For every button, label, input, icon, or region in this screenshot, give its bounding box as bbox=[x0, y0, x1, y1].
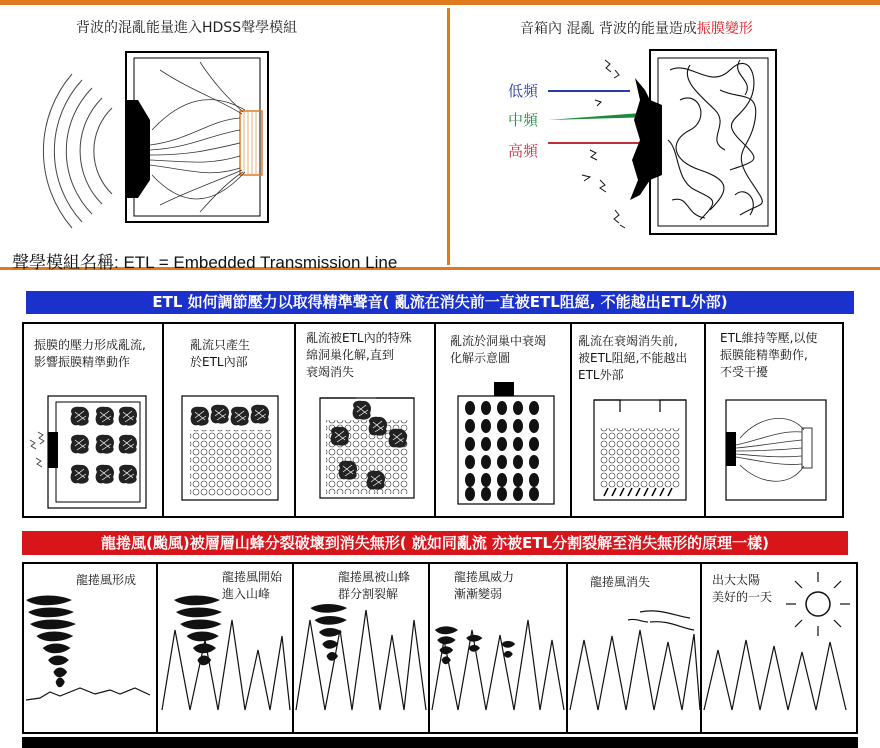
bottom-bar bbox=[22, 737, 858, 748]
etl-illustrations bbox=[0, 320, 880, 520]
tornado-panel-1-text: 龍捲風形成 bbox=[76, 573, 137, 587]
etl-panel-2-text: 亂流只產生 於ETL內部 bbox=[190, 338, 251, 369]
freq-low-label: 低頻 bbox=[508, 82, 539, 100]
etl-panel-1-text: 振膜的壓力形成亂流, 影響振膜精準動作 bbox=[34, 338, 146, 369]
tornado-banner: 龍捲風(颱風)被層層山蜂分裂破壞到消失無形( 就如同亂流 亦被ETL分割裂解至消失無形的原理一樣) bbox=[22, 531, 848, 555]
tornado-panel-5-text: 龍捲風消失 bbox=[590, 575, 651, 589]
etl-name-label: 聲學模組名稱: ETL = Embedded Transmission Line bbox=[12, 253, 398, 272]
freq-mid-label: 中頻 bbox=[508, 111, 539, 129]
tornado-panel-2-text: 龍捲風開始 進入山峰 bbox=[222, 570, 283, 601]
tornado-panel-3-text: 龍捲風被山蜂 群分割裂解 bbox=[338, 570, 411, 601]
top-right-title-prefix: 音箱內 混亂 背波的能量造成 bbox=[520, 21, 697, 37]
tornado-panel-4-text: 龍捲風威力 漸漸變弱 bbox=[454, 570, 515, 601]
etl-banner: ETL 如何調節壓力以取得精準聲音( 亂流在消失前一直被ETL阻絕, 不能越出ETL外部) bbox=[26, 291, 854, 314]
etl-panel-6-text: ETL維持等壓,以使 振膜能精準動作, 不受干擾 bbox=[720, 331, 818, 379]
freq-high-label: 高頻 bbox=[508, 142, 539, 160]
turbulence-diagram bbox=[440, 0, 880, 240]
tornado-panel-6-text: 出大太陽 美好的一天 bbox=[712, 573, 773, 604]
hdss-diagram bbox=[0, 0, 440, 235]
top-left-title: 背波的混亂能量進入HDSS聲學模組 bbox=[76, 20, 298, 36]
etl-panel-4-text: 亂流於洞巢中衰竭 化解示意圖 bbox=[450, 334, 547, 365]
top-right-title-highlight: 振膜變形 bbox=[696, 21, 753, 37]
tornado-illustrations bbox=[0, 560, 880, 740]
etl-panel-5-text: 亂流在衰竭消失前, 被ETL阻絕,不能越出 ETL外部 bbox=[578, 334, 688, 382]
etl-panel-3-text: 亂流被ETL內的特殊 綿洞巢化解,直到 衰竭消失 bbox=[306, 331, 412, 379]
